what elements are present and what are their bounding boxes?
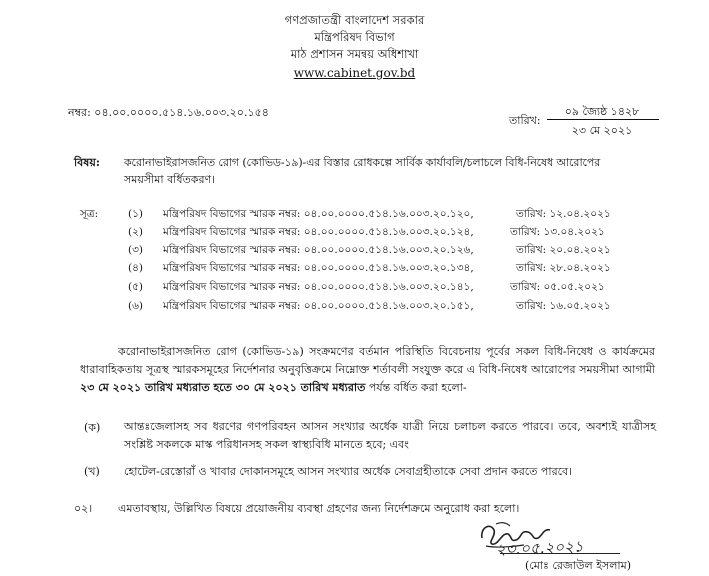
signatory-name: (মোঃ রেজাউল ইসলাম) bbox=[525, 559, 631, 572]
subject-line2: সময়সীমা বর্ধিতকরণ। bbox=[124, 173, 216, 186]
paragraph-intro: করোনাভাইরাসজনিত রোগ (কোভিড-১৯) সংক্রমণের বর্তমান পরিস্থিতি বিবেচনায় পূর্বের সকল বিধি-নিষেধ ও কার্যক্রমের ধারাবাহিকতায় সূত্রস্থ স্মারকসমূহের নির্দেশনার অনুবৃত্তিক্রমে নিম্নোক্ত শর্তাবলী সংযুক্ত করে এ বিধি-নিষেধ আরোপের সময়সীমা আগামী bbox=[80, 345, 655, 376]
reference-date: তারিখ: ১৬.০৫.২০২১ bbox=[516, 300, 611, 312]
website-link[interactable]: www.cabinet.gov.bd bbox=[293, 66, 416, 80]
reference-item bbox=[0, 225, 709, 243]
reference-item bbox=[0, 261, 709, 279]
reference-number: (৪) bbox=[128, 262, 144, 274]
reference-number: (২) bbox=[128, 226, 144, 238]
date-divider bbox=[547, 119, 659, 120]
date-english: ২৩ মে ২০২১ bbox=[571, 124, 633, 137]
reference-number: (৩) bbox=[128, 244, 144, 256]
reference-number: (৫) bbox=[128, 281, 144, 293]
signature-date: ২৩.০৫.২০২১ bbox=[495, 537, 584, 559]
reference-item bbox=[0, 280, 709, 298]
reference-item bbox=[0, 299, 709, 317]
date-label: তারিখ: bbox=[509, 114, 541, 127]
reference-text: মন্ত্রিপরিষদ বিভাগের স্মারক নম্বর: ০৪.০০.০০০০.৫১৪.১৬.০০৩.২০.১৩৪, bbox=[163, 262, 474, 274]
reference-item bbox=[0, 243, 709, 261]
reference-date: তারিখ: ২০.০৪.২০২১ bbox=[516, 244, 611, 256]
website-row bbox=[0, 66, 709, 80]
paragraph-end: পর্যন্ত বর্ধিত করা হলো- bbox=[365, 381, 467, 394]
paragraph2-number: ০২। bbox=[74, 502, 93, 515]
reference-text: মন্ত্রিপরিষদ বিভাগের স্মারক নম্বর: ০৪.০০.০০০০.৫১৪.১৬.০০৩.২০.১৪১, bbox=[163, 281, 474, 293]
govt-name: গণপ্রজাতন্ত্রী বাংলাদেশ সরকার bbox=[284, 13, 425, 27]
condition-text: হোটেল-রেস্তোরাঁ ও খাবার দোকানসমূহে আসন সংখ্যার অর্ধেক সেবাগ্রহীতাকে সেবা প্রদান করতে পারবে। bbox=[124, 465, 573, 478]
subject-label: বিষয়: bbox=[74, 156, 100, 169]
condition-label: (ক) bbox=[84, 421, 101, 434]
reference-number: (১) bbox=[128, 208, 144, 220]
condition-text: আন্তঃজেলাসহ সব ধরণের গণপরিবহন আসন সংখ্যার অর্ধেক যাত্রী নিয়ে চলাচল করতে পারবে। তবে, অবশ্যই যাত্রীসহ সংশ্লিষ্ট সকলকে মাস্ক পরিধানসহ সকল স্বাস্থ্যবিধি মানতে হবে; এবং bbox=[124, 420, 656, 451]
signature-underline bbox=[500, 553, 620, 554]
wing-name: মাঠ প্রশাসন সমন্বয় অধিশাখা bbox=[290, 47, 419, 61]
date-bangla: ০৯ জ্যৈষ্ঠ ১৪২৮ bbox=[564, 105, 640, 118]
division-name: মন্ত্রিপরিষদ বিভাগ bbox=[314, 30, 395, 44]
reference-text: মন্ত্রিপরিষদ বিভাগের স্মারক নম্বর: ০৪.০০.০০০০.৫১৪.১৬.০০৩.২০.১২৬, bbox=[163, 244, 474, 256]
reference-text: মন্ত্রিপরিষদ বিভাগের স্মারক নম্বর: ০৪.০০.০০০০.৫১৪.১৬.০০৩.২০.১৫১, bbox=[163, 300, 474, 312]
reference-text: মন্ত্রিপরিষদ বিভাগের স্মারক নম্বর: ০৪.০০.০০০০.৫১৪.১৬.০০৩.২০.১২০, bbox=[163, 208, 474, 220]
reference-date: তারিখ: ২৮.০৪.২০২১ bbox=[516, 262, 611, 274]
paragraph-period: ২৩ মে ২০২১ তারিখ মধ্যরাত হতে ৩০ মে ২০২১ তারিখ মধ্যরাত bbox=[80, 381, 366, 394]
reference-date: তারিখ: ১৩.০৪.২০২১ bbox=[510, 226, 605, 238]
reference-date: তারিখ: ১২.০৪.২০২১ bbox=[516, 208, 611, 220]
reference-text: মন্ত্রিপরিষদ বিভাগের স্মারক নম্বর: ০৪.০০.০০০০.৫১৪.১৬.০০৩.২০.১২৪, bbox=[163, 226, 474, 238]
subject-line1: করোনাভাইরাসজনিত রোগ (কোভিড-১৯)-এর বিস্তার রোধকল্পে সার্বিক কার্যাবলি/চলাচলে বিধি-নিষেধ আরোপের bbox=[124, 156, 601, 169]
condition-label: (খ) bbox=[84, 465, 100, 478]
reference-date: তারিখ: ০৫.০৫.২০২১ bbox=[510, 281, 605, 293]
main-paragraph bbox=[80, 343, 655, 397]
reference-number: (৬) bbox=[128, 300, 144, 312]
paragraph2-text: এমতাবস্থায়, উল্লিখিত বিষয়ে প্রয়োজনীয় ব্যবস্থা গ্রহণের জন্য নির্দেশক্রমে অনুরোধ করা হলো। bbox=[118, 502, 520, 515]
memo-number: নম্বর: ০৪.০০.০০০০.৫১৪.১৬.০০৩.২০.১৫৪ bbox=[68, 106, 269, 119]
reference-item bbox=[0, 207, 709, 225]
references-label: সূত্র: bbox=[80, 208, 99, 220]
